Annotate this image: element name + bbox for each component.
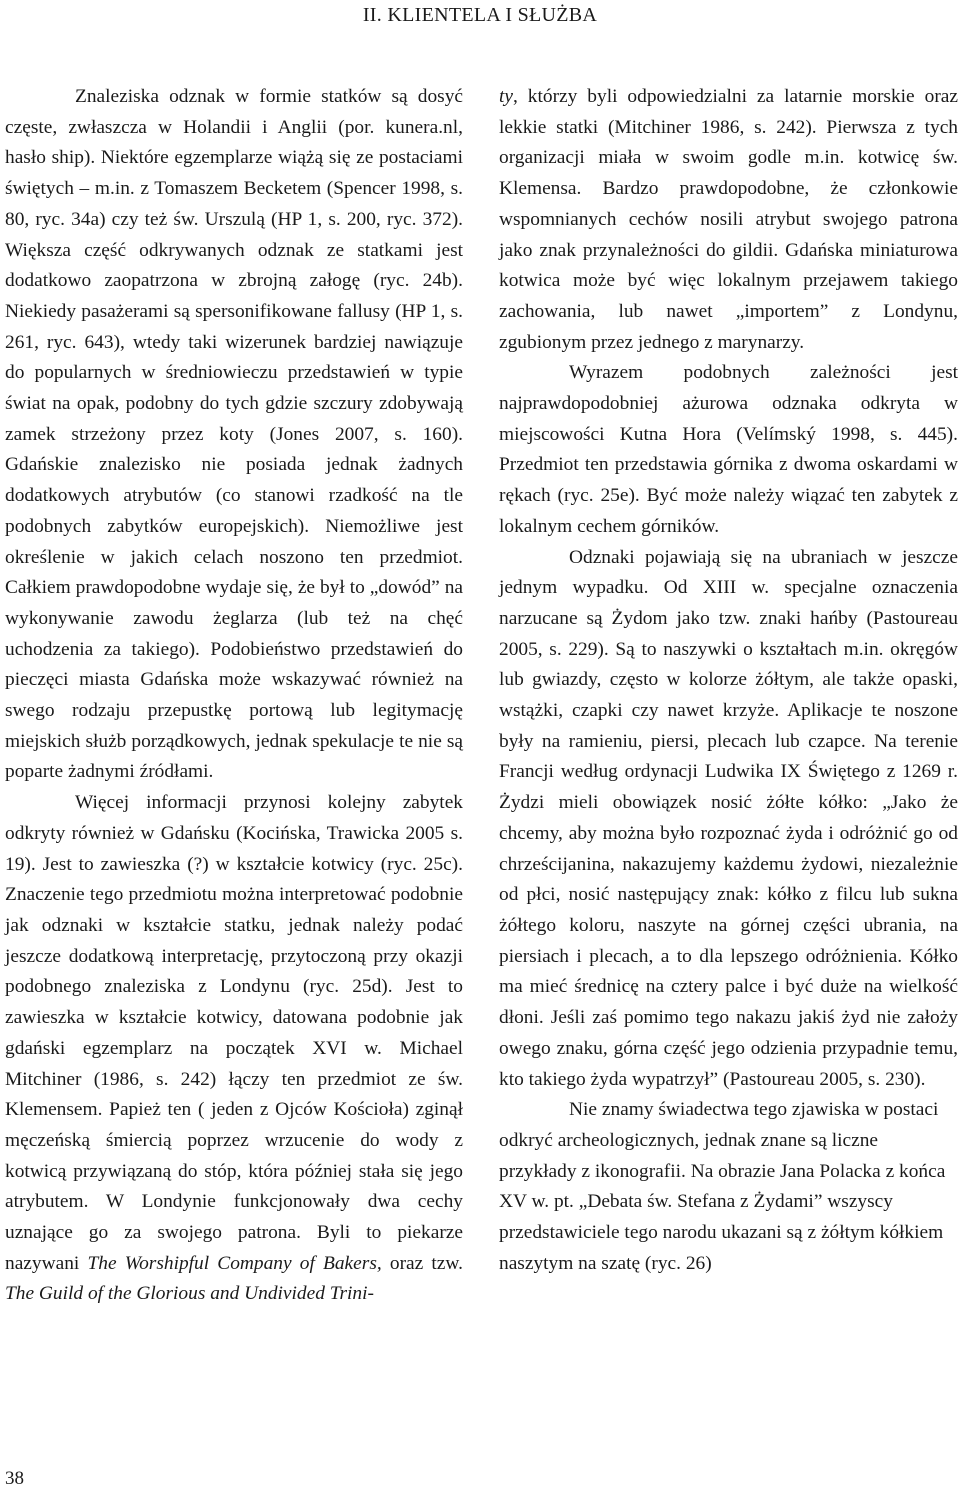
left-text-column bbox=[5, 82, 463, 1310]
left-paragraph-2 bbox=[5, 788, 463, 1310]
left-paragraph-2-text: Więcej informacji przynosi kolejny zabytek odkryty również w Gdańsku (Kocińska, Trawicka 2005 s. 19). Jest to zawieszka (?) w kształcie kotwicy (ryc. 25c). Znaczenie tego przedmiotu można interpretować podobnie jak odznaki w kształcie statku, jednak należy podać jeszcze dodatkową interpretację, przytoczoną przy okazji podobnego znaleziska z Londynu (ryc. 25d). Jest to zawieszka w kształcie kotwicy, datowana podobnie jak gdański egzemplarz na początek XVI w. Michael Mitchiner (1986, s. 242) łączy ten przedmiot ze św. Klemensem. Papież ten ( jeden z Ojców Kościoła) zginął męczeńską śmiercią poprzez wrzucenie do wody z kotwicą przywiązaną do stóp, która później stała się jego atrybutem. W Londynie funkcjonowały dwa cechy uznające go za swojego patrona. Byli to piekarze nazywani bbox=[5, 792, 463, 1274]
italic-company-name: The Worshipful Company of Bakers, bbox=[87, 1252, 382, 1274]
right-paragraph-1 bbox=[499, 82, 958, 358]
italic-guild-name: The Guild of the Glorious and Undivided Trini- bbox=[5, 1283, 374, 1305]
page-number: 38 bbox=[5, 1468, 24, 1489]
right-text-column bbox=[499, 82, 958, 1279]
left-paragraph-1: Znaleziska odznak w formie statków są dosyć częste, zwłaszcza w Holandii i Anglii (por. kunera.nl, hasło ship). Niektóre egzemplarze wiążą się ze postaciami świętych – m.in. z Tomaszem Becketem (Spencer 1998, s. 80, ryc. 34a) czy też św. Urszulą (HP 1, s. 200, ryc. 372). Większa część odkrywanych odznak ze statkami jest dodatkowo zaopatrzona w zbrojną załogę (ryc. 24b). Niekiedy pasażerami są spersonifikowane fallusy (HP 1, s. 261, ryc. 643), wtedy taki wizerunek bardziej nawiązuje do popularnych w średniowieczu przedstawień w typie świat na opak, podobny do tych gdzie szczury zdobywają zamek strzeżony przez koty (Jones 2007, s. 160). Gdańskie znalezisko nie posiada jednak żadnych dodatkowych atrybutów (co stanowi rzadkość na tle podobnych zabytków europejskich). Niemożliwe jest określenie w jakich celach noszono ten przedmiot. Całkiem prawdopodobne wydaje się, że był to „dowód” na wykonywanie zawodu żeglarza (lub też na chęć uchodzenia za takiego). Podobieństwo przedstawień do pieczęci miasta Gdańska może wskazywać również na swego rodzaju przepustkę portową lub legitymację miejskich służb porządkowych, jednak spekulacje te nie są poparte żadnymi źródłami. bbox=[5, 86, 463, 783]
right-paragraph-4: Nie znamy świadectwa tego zjawiska w postaci odkryć archeologicznych, jednak znane są liczne przykłady z ikonografii. Na obrazie Jana Polacka z końca XV w. pt. „Debata św. Stefana z Żydami” wszyscy przedstawiciele tego narodu ukazani są z żółtym kółkiem naszytym na szatę (ryc. 26) bbox=[499, 1099, 946, 1274]
italic-guild-name-end: ty bbox=[499, 86, 513, 107]
right-paragraph-3: Odznaki pojawiają się na ubraniach w jeszcze jednym wypadku. Od XIII w. specjalne oznaczenia narzucane są Żydom jako tzw. znaki hańby (Pastoureau 2005, s. 229). Są to naszywki o kształtach m.in. okręgów lub gwiazdy, często w kolorze żółtym, ale także opaski, wstążki, czapki czy nawet krzyże. Aplikacje te noszone były na ramieniu, piersi, plecach lub czapce. Na terenie Francji według ordynacji Ludwika IX Świętego z 1269 r. Żydzi mieli obowiązek nosić żółte kółko: „Jako że chcemy, aby można było rozpoznać żyda i odróżnić go od chrześcijanina, nakazujemy każdemu żydowi, niezależnie od płci, nosić następujący znak: kółko z filcu lub sukna żółtego koloru, naszyte na górnej części ubrania, na piersiach i plecach, a to dla lepszego odróżnienia. Kółko ma mieć średnicę na cztery palce i być duże na wielkość dłoni. Jeśli zaś pomimo tego nakazu jakiś żyd nie założy owego znaku, górna część jego odzienia przypadnie temu, kto takiego żyda wypatrzył” (Pastoureau 2005, s. 230). bbox=[499, 546, 958, 1090]
left-paragraph-2-connector: oraz tzw. bbox=[381, 1252, 463, 1274]
running-header-title: II. KLIENTELA I SŁUŻBA bbox=[362, 4, 598, 26]
right-paragraph-2: Wyrazem podobnych zależności jest najprawdopodobniej ażurowa odznaka odkryta w miejscowości Kutna Hora (Velímský 1998, s. 445). Przedmiot ten przedstawia górnika z dwoma oskardami w rękach (ryc. 25e). Być może należy wiązać ten zabytek z lokalnym cechem górników. bbox=[499, 362, 958, 537]
right-paragraph-1-text: , którzy byli odpowiedzialni za latarnie morskie oraz lekkie statki (Mitchiner 1986, s. 242). Pierwsza z tych organizacji miała w swoim godle m.in. kotwicę św. Klemensa. Bardzo prawdopodobne, że członkowie wspomnianych cechów nosili atrybut swojego patrona jako znak przynależności do gildii. Gdańska miniaturowa kotwica może być więc lokalnym przejawem takiego zachowania, lub nawet „importem” z Londynu, zgubionym przez jednego z marynarzy. bbox=[499, 86, 958, 353]
